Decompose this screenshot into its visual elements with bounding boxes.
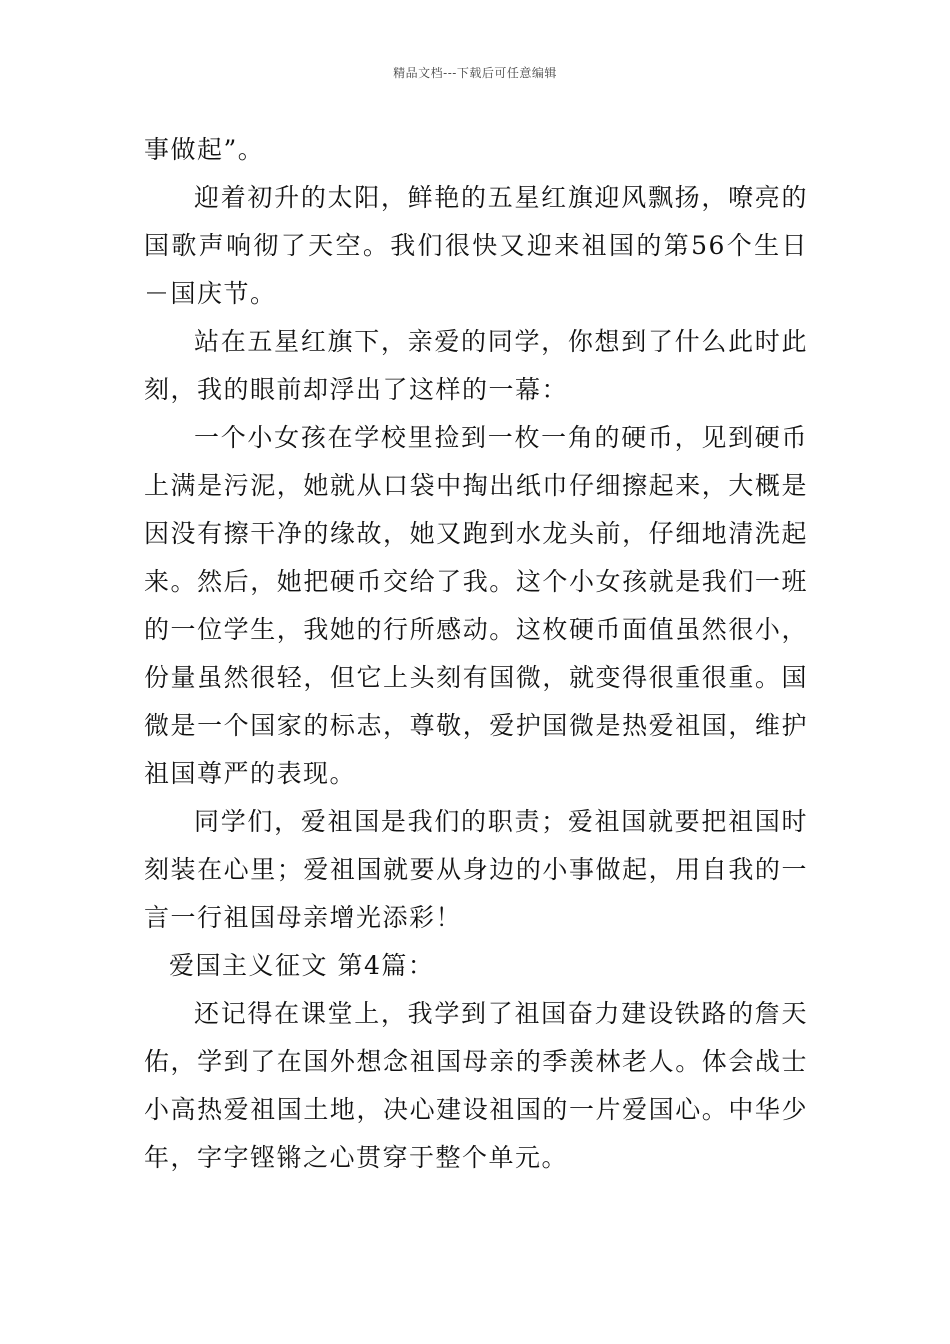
paragraph: 站在五星红旗下，亲爱的同学，你想到了什么此时此刻，我的眼前却浮出了这样的一幕：: [144, 327, 808, 404]
paragraph-continuation: 事做起”。: [144, 135, 265, 164]
document-body: [144, 126, 808, 1182]
section-heading: 爱国主义征文 第4篇：: [169, 951, 435, 980]
paragraph: 还记得在课堂上，我学到了祖国奋力建设铁路的詹天佑，学到了在国外想念祖国母亲的季羡林老人。体会战士小高热爱祖国土地，决心建设祖国的一片爱国心。中华少年，字字铿锵之心贯穿于整个单元。: [144, 999, 808, 1172]
paragraph: 迎着初升的太阳，鲜艳的五星红旗迎风飘扬，嘹亮的国歌声响彻了天空。我们很快又迎来祖国的第56个生日－国庆节。: [144, 183, 808, 308]
page-header: 精品文档---下载后可任意编辑: [393, 66, 557, 80]
paragraph: 一个小女孩在学校里捡到一枚一角的硬币，见到硬币上满是污泥，她就从口袋中掏出纸巾仔细擦起来，大概是因没有擦干净的缘故，她又跑到水龙头前，仔细地清洗起来。然后，她把硬币交给了我。这个小女孩就是我们一班的一位学生，我她的行所感动。这枚硬币面值虽然很小，份量虽然很轻，但它上头刻有国微，就变得很重很重。国微是一个国家的标志，尊敬，爱护国微是热爱祖国，维护祖国尊严的表现。: [144, 423, 808, 788]
paragraph: 同学们，爱祖国是我们的职责；爱祖国就要把祖国时刻装在心里；爱祖国就要从身边的小事做起，用自我的一言一行祖国母亲增光添彩！: [144, 807, 808, 932]
